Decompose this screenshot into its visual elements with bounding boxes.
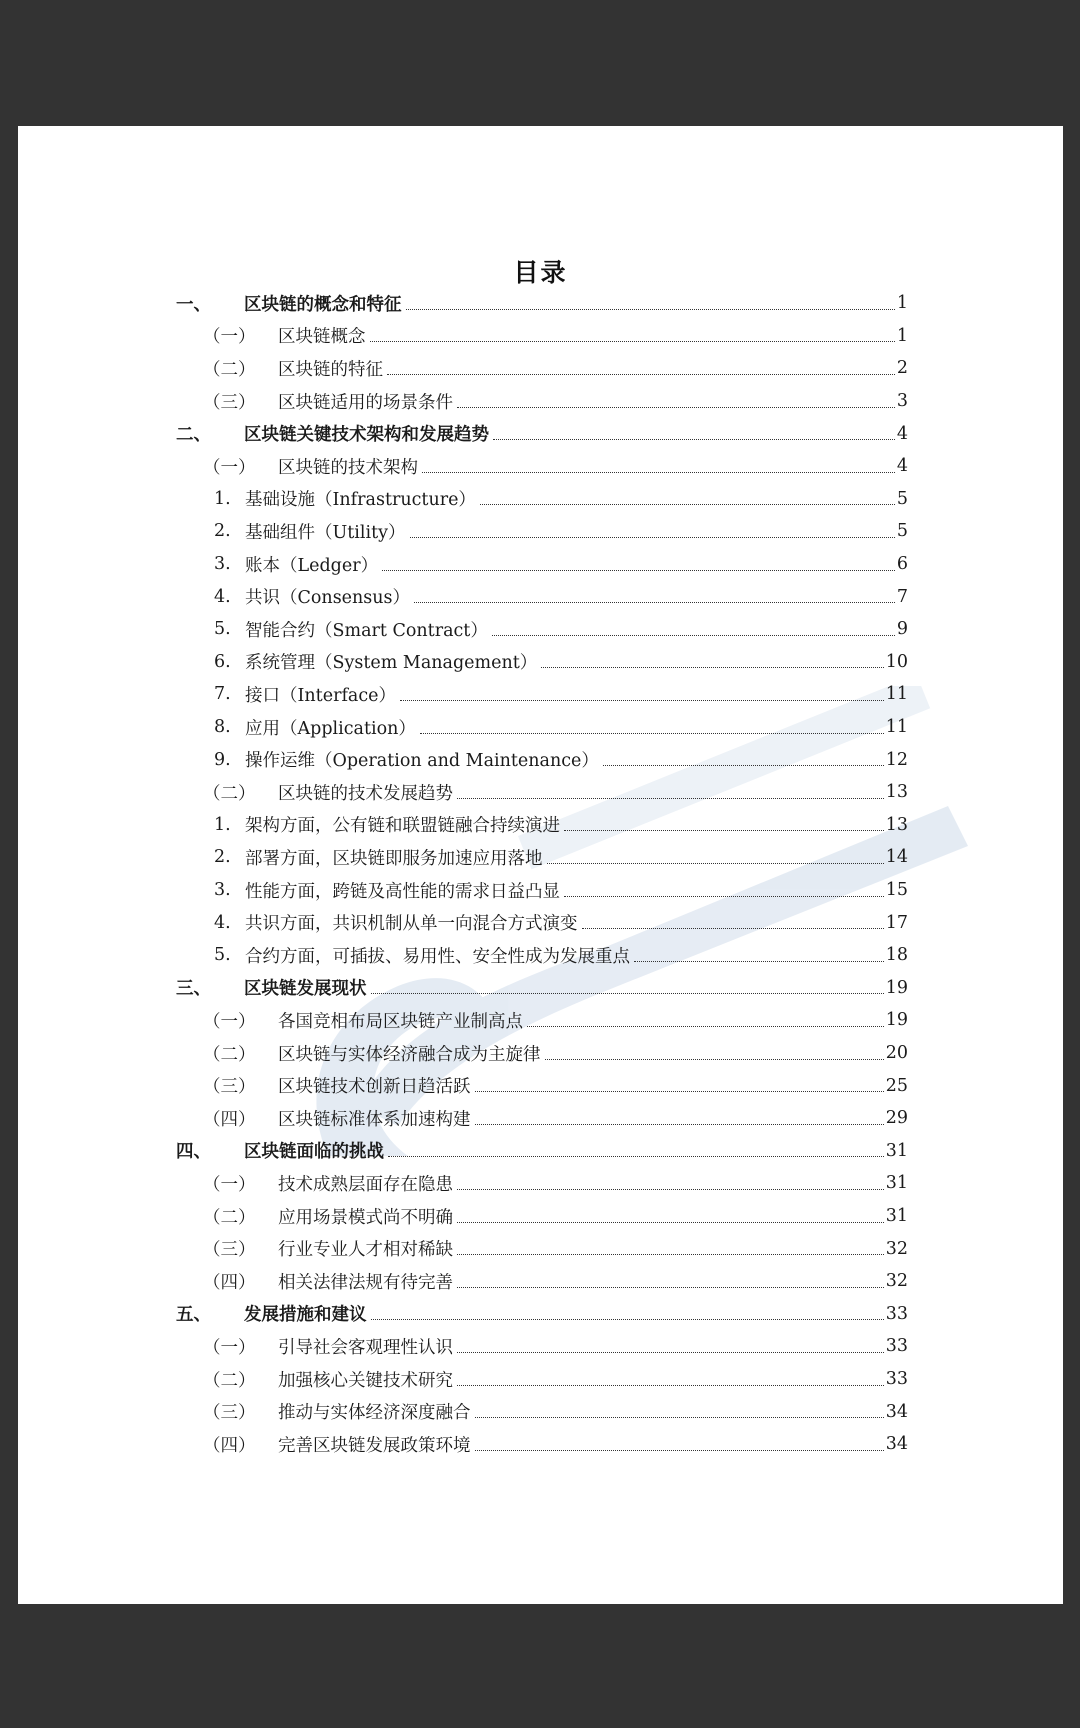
toc-entry-number: 三、 xyxy=(176,979,211,1000)
toc-entry[interactable] xyxy=(203,1004,908,1037)
toc-entry-page-number: 11 xyxy=(885,717,908,738)
toc-entry-number: （二） xyxy=(203,1207,256,1228)
toc-entry-page-number: 14 xyxy=(885,847,908,868)
toc-entry-page-number: 33 xyxy=(885,1303,908,1324)
toc-entry-title: 区块链适用的场景条件 xyxy=(278,392,453,413)
toc-entry-title: 区块链的特征 xyxy=(278,359,383,380)
toc-entry-title: 相关法律法规有待完善 xyxy=(278,1272,453,1293)
toc-entry-page-number: 4 xyxy=(896,423,908,444)
toc-dot-leader xyxy=(475,1091,884,1092)
toc-entry[interactable] xyxy=(203,320,908,353)
toc-entry[interactable] xyxy=(176,972,908,1005)
toc-entry[interactable] xyxy=(214,646,908,679)
toc-entry[interactable] xyxy=(203,776,908,809)
toc-entry-title: 基础设施（Infrastructure） xyxy=(245,490,476,511)
toc-entry[interactable] xyxy=(203,1102,908,1135)
toc-entry-number: （一） xyxy=(203,1174,256,1195)
toc-entry[interactable] xyxy=(203,1167,908,1200)
toc-entry-title: 应用场景模式尚不明确 xyxy=(278,1207,453,1228)
toc-entry-number: 3. xyxy=(214,880,231,901)
toc-entry-title: 加强核心关键技术研究 xyxy=(278,1370,453,1391)
toc-entry-number: 9. xyxy=(214,749,231,770)
toc-entry-title: 完善区块链发展政策环境 xyxy=(278,1435,471,1456)
toc-entry[interactable] xyxy=(214,874,908,907)
toc-entry-title: 引导社会客观理性认识 xyxy=(278,1337,453,1358)
toc-entry-number: （四） xyxy=(203,1272,256,1293)
toc-entry-title: 推动与实体经济深度融合 xyxy=(278,1403,471,1424)
toc-entry-title: 区块链的技术架构 xyxy=(278,457,418,478)
toc-entry-number: 1. xyxy=(214,488,231,509)
toc-entry-page-number: 17 xyxy=(885,912,908,933)
toc-entry[interactable] xyxy=(214,809,908,842)
toc-entry-number: （三） xyxy=(203,1240,256,1261)
toc-entry-title: 各国竞相布局区块链产业制高点 xyxy=(278,1011,523,1032)
toc-entry-page-number: 5 xyxy=(896,521,908,542)
toc-dot-leader xyxy=(414,602,895,603)
toc-entry-title: 部署方面，区块链即服务加速应用落地 xyxy=(245,848,543,869)
toc-entry-title: 接口（Interface） xyxy=(245,685,397,706)
toc-entry-number: （四） xyxy=(203,1435,256,1456)
toc-entry-number: 2. xyxy=(214,521,231,542)
toc-entry-number: （四） xyxy=(203,1109,256,1130)
toc-dot-leader xyxy=(475,1417,884,1418)
toc-entry[interactable] xyxy=(214,483,908,516)
toc-entry[interactable] xyxy=(203,1363,908,1396)
toc-dot-leader xyxy=(420,733,884,734)
toc-dot-leader xyxy=(457,1222,884,1223)
toc-entry[interactable] xyxy=(214,613,908,646)
toc-entry-page-number: 25 xyxy=(885,1075,908,1096)
toc-entry[interactable] xyxy=(203,385,908,418)
toc-entry-title: 技术成熟层面存在隐患 xyxy=(278,1174,453,1195)
toc-entry-page-number: 1 xyxy=(896,293,908,314)
toc-entry-number: 8. xyxy=(214,717,231,738)
toc-dot-leader xyxy=(457,798,884,799)
toc-dot-leader xyxy=(541,667,883,668)
toc-entry-number: 3. xyxy=(214,554,231,575)
toc-entry-page-number: 20 xyxy=(885,1043,908,1064)
toc-entry-page-number: 13 xyxy=(885,782,908,803)
toc-entry-number: 五、 xyxy=(176,1305,211,1326)
toc-entry[interactable] xyxy=(214,580,908,613)
toc-entry-title: 共识方面，共识机制从单一向混合方式演变 xyxy=(245,914,578,935)
toc-entry-number: 四、 xyxy=(176,1142,211,1163)
toc-entry-page-number: 31 xyxy=(885,1173,908,1194)
toc-entry[interactable] xyxy=(214,906,908,939)
toc-entry-number: 7. xyxy=(214,684,231,705)
toc-entry-page-number: 9 xyxy=(896,619,908,640)
toc-entry-number: （一） xyxy=(203,1011,256,1032)
toc-title: 目录 xyxy=(513,258,568,287)
toc-entry-page-number: 12 xyxy=(885,749,908,770)
toc-dot-leader xyxy=(422,472,895,473)
toc-entry-page-number: 19 xyxy=(885,977,908,998)
toc-entry-number: （一） xyxy=(203,1337,256,1358)
toc-entry-title: 区块链的概念和特征 xyxy=(244,294,402,315)
toc-entry[interactable] xyxy=(214,515,908,548)
toc-entry-page-number: 31 xyxy=(885,1140,908,1161)
toc-dot-leader xyxy=(387,374,895,375)
toc-entry[interactable] xyxy=(203,1037,908,1070)
toc-entry-title: 账本（Ledger） xyxy=(245,555,379,576)
toc-entry-page-number: 4 xyxy=(896,456,908,477)
toc-entry-page-number: 3 xyxy=(896,391,908,412)
toc-dot-leader xyxy=(493,439,895,440)
toc-dot-leader xyxy=(492,635,895,636)
toc-dot-leader xyxy=(475,1450,884,1451)
toc-dot-leader xyxy=(547,863,884,864)
toc-entry-title: 发展措施和建议 xyxy=(244,1305,367,1326)
toc-entry-title: 合约方面，可插拔、易用性、安全性成为发展重点 xyxy=(245,946,630,967)
toc-entry-title: 区块链标准体系加速构建 xyxy=(278,1109,471,1130)
toc-entry-page-number: 32 xyxy=(885,1271,908,1292)
toc-entry-number: 二、 xyxy=(176,425,211,446)
toc-entry[interactable] xyxy=(203,1232,908,1265)
toc-entry-page-number: 32 xyxy=(885,1238,908,1259)
toc-dot-leader xyxy=(370,341,895,342)
toc-entry-number: 4. xyxy=(214,912,231,933)
toc-entry-number: （一） xyxy=(203,457,256,478)
toc-entry-title: 区块链概念 xyxy=(278,327,366,348)
toc-entry-number: 5. xyxy=(214,619,231,640)
toc-dot-leader xyxy=(634,961,884,962)
toc-entry-title: 架构方面，公有链和联盟链融合持续演进 xyxy=(245,816,560,837)
toc-entry-number: 一、 xyxy=(176,294,211,315)
toc-dot-leader xyxy=(545,1059,884,1060)
toc-entry-number: 1. xyxy=(214,814,231,835)
toc-entry[interactable] xyxy=(214,678,908,711)
toc-entry[interactable] xyxy=(176,417,908,450)
toc-entry-number: （三） xyxy=(203,392,256,413)
toc-entry-page-number: 34 xyxy=(885,1434,908,1455)
toc-entry[interactable] xyxy=(176,1135,908,1168)
toc-entry-number: （三） xyxy=(203,1077,256,1098)
toc-entry-page-number: 10 xyxy=(885,651,908,672)
toc-entry-page-number: 7 xyxy=(896,586,908,607)
toc-dot-leader xyxy=(480,504,895,505)
toc-entry-title: 区块链关键技术架构和发展趋势 xyxy=(244,425,489,446)
toc-entry[interactable] xyxy=(203,1069,908,1102)
toc-dot-leader xyxy=(564,830,884,831)
toc-dot-leader xyxy=(410,537,895,538)
toc-dot-leader xyxy=(582,928,884,929)
toc-dot-leader xyxy=(457,1254,884,1255)
toc-dot-leader xyxy=(603,765,884,766)
toc-entry-page-number: 6 xyxy=(896,554,908,575)
toc-dot-leader xyxy=(457,1287,884,1288)
toc-entry-page-number: 29 xyxy=(885,1108,908,1129)
toc-entry-page-number: 15 xyxy=(885,880,908,901)
document-page xyxy=(18,126,1063,1604)
toc-entry[interactable] xyxy=(203,1428,908,1461)
toc-dot-leader xyxy=(457,1385,884,1386)
toc-entry-title: 区块链与实体经济融合成为主旋律 xyxy=(278,1044,541,1065)
toc-dot-leader xyxy=(564,896,884,897)
toc-entry[interactable] xyxy=(203,1330,908,1363)
toc-dot-leader xyxy=(457,1352,884,1353)
toc-entry[interactable] xyxy=(214,841,908,874)
toc-dot-leader xyxy=(527,1026,884,1027)
toc-entry-number: 5. xyxy=(214,945,231,966)
toc-entry-number: 4. xyxy=(214,586,231,607)
toc-entry-page-number: 1 xyxy=(896,325,908,346)
toc-entry-number: （三） xyxy=(203,1403,256,1424)
toc-entry-title: 区块链技术创新日趋活跃 xyxy=(278,1077,471,1098)
toc-entry[interactable] xyxy=(203,450,908,483)
toc-entry[interactable] xyxy=(214,939,908,972)
toc-entry-page-number: 18 xyxy=(885,945,908,966)
toc-entry-title: 系统管理（System Management） xyxy=(245,653,538,674)
toc-entry-page-number: 13 xyxy=(885,814,908,835)
toc-entry-title: 应用（Application） xyxy=(245,718,416,739)
toc-entry-page-number: 33 xyxy=(885,1336,908,1357)
toc-entry-title: 区块链发展现状 xyxy=(244,979,367,1000)
toc-dot-leader xyxy=(457,407,895,408)
toc-entry-title: 区块链的技术发展趋势 xyxy=(278,783,453,804)
toc-dot-leader xyxy=(475,1124,884,1125)
toc-entry[interactable] xyxy=(203,1265,908,1298)
toc-entry-title: 共识（Consensus） xyxy=(245,588,411,609)
toc-entry-page-number: 19 xyxy=(885,1010,908,1031)
toc-dot-leader xyxy=(400,700,884,701)
toc-entry-page-number: 33 xyxy=(885,1369,908,1390)
toc-entry-number: （一） xyxy=(203,327,256,348)
toc-entry-page-number: 34 xyxy=(885,1401,908,1422)
toc-entry[interactable] xyxy=(203,1200,908,1233)
toc-entry-number: （二） xyxy=(203,1370,256,1391)
toc-entry-number: 6. xyxy=(214,651,231,672)
toc-entry-title: 基础组件（Utility） xyxy=(245,522,406,543)
toc-entry-title: 操作运维（Operation and Maintenance） xyxy=(245,751,599,772)
toc-entry-number: 2. xyxy=(214,847,231,868)
toc-entry-page-number: 2 xyxy=(896,358,908,379)
toc-entry[interactable] xyxy=(214,711,908,744)
toc-dot-leader xyxy=(371,993,884,994)
toc-entry-number: （二） xyxy=(203,1044,256,1065)
toc-entry-title: 行业专业人才相对稀缺 xyxy=(278,1240,453,1261)
toc-dot-leader xyxy=(371,1319,884,1320)
toc-entry[interactable] xyxy=(203,352,908,385)
toc-entry-number: （二） xyxy=(203,783,256,804)
toc-entry[interactable] xyxy=(176,287,908,320)
toc-entry-title: 智能合约（Smart Contract） xyxy=(245,620,488,641)
toc-entry-page-number: 5 xyxy=(896,488,908,509)
toc-dot-leader xyxy=(406,309,895,310)
toc-entry-page-number: 11 xyxy=(885,684,908,705)
toc-entry-number: （二） xyxy=(203,359,256,380)
toc-entry[interactable] xyxy=(214,548,908,581)
toc-dot-leader xyxy=(457,1189,884,1190)
toc-dot-leader xyxy=(382,570,895,571)
toc-entry-page-number: 31 xyxy=(885,1206,908,1227)
toc-entry[interactable] xyxy=(176,1298,908,1331)
toc-entry[interactable] xyxy=(203,1395,908,1428)
toc-entry-title: 区块链面临的挑战 xyxy=(244,1142,384,1163)
toc-dot-leader xyxy=(388,1156,884,1157)
toc-entry[interactable] xyxy=(214,743,908,776)
toc-entry-title: 性能方面，跨链及高性能的需求日益凸显 xyxy=(245,881,560,902)
